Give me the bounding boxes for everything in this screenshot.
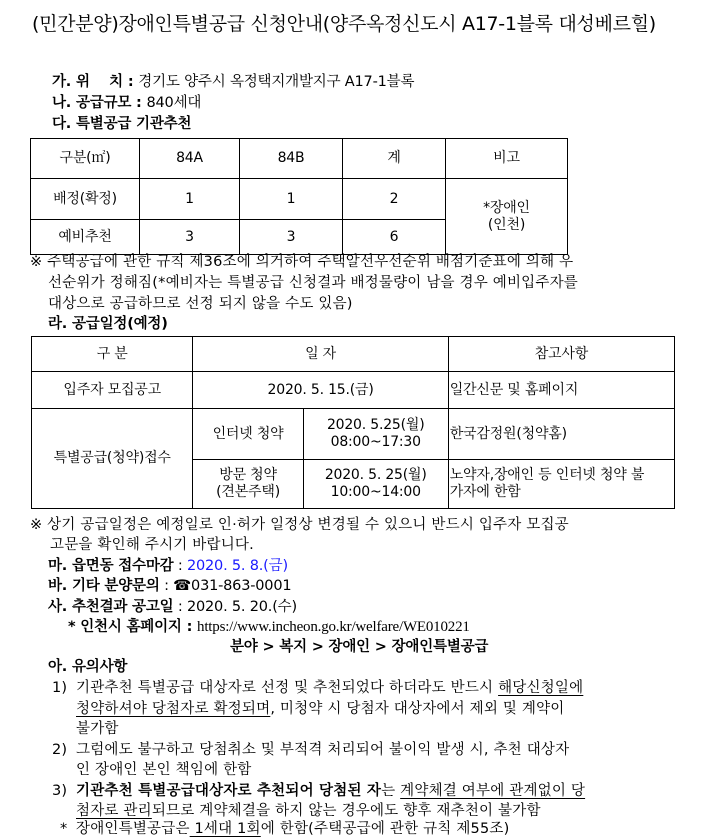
- quota-table: [30, 138, 568, 255]
- header-84b: 84B: [240, 139, 343, 179]
- cell-date: 2020. 5. 15.(금): [193, 372, 448, 409]
- table-row: [32, 409, 675, 460]
- note-text: 노약자,장애인 등 인터넷 청약 불: [449, 467, 645, 483]
- caution-2-line1: 그럼에도 불구하고 당첨취소 및 부적격 처리되어 불이익 발생 시, 추천 대상자: [76, 742, 570, 758]
- caution-underline: 해당신청일에: [498, 680, 584, 696]
- quota-header-row: [31, 139, 568, 179]
- cell-date: [303, 409, 448, 460]
- header-remark: 비고: [446, 139, 568, 179]
- table-row: [32, 372, 675, 409]
- result-date-line: [48, 597, 297, 617]
- caution-bold: 기관추천 특별공급대상자로 추천되어 당첨된 자: [76, 783, 382, 799]
- type-text: (견본주택): [216, 484, 280, 500]
- result-date-label: 사. 추천결과 공고일: [48, 599, 174, 615]
- page-title: (민간분양)장애인특별공급 신청안내(양주옥정신도시 A17-1블록 대성베르힐): [32, 13, 656, 35]
- cell-84b: 3: [240, 220, 343, 255]
- location-line: [52, 72, 414, 92]
- supply-scale-label: 나. 공급규모: [52, 95, 132, 111]
- phone-icon: ☎: [173, 578, 192, 594]
- cell-total: 6: [343, 220, 446, 255]
- row-label: 특별공급(청약)접수: [32, 409, 193, 509]
- header-category: 구분(㎡): [31, 139, 140, 179]
- caution-underline: 청약하셔야 당첨자로 확정되며: [76, 701, 271, 717]
- cell-type: 인터넷 청약: [193, 409, 303, 460]
- caution-1-line2: [76, 699, 565, 719]
- row-label: 입주자 모집공고: [32, 372, 193, 409]
- remark-line: (인천): [487, 216, 526, 233]
- caution-text: 기관추천 특별공급 대상자로 선정 및 추천되었다 하더라도 반드시: [76, 680, 499, 696]
- caution-text: 는: [381, 783, 401, 799]
- schedule-note-line: 고문을 확인해 주시기 바랍니다.: [50, 537, 254, 553]
- deadline-value: 2020. 5. 8.(금): [186, 558, 288, 574]
- header-date: 일 자: [193, 337, 448, 372]
- table-row: [31, 179, 568, 220]
- caution-text: 되므로 계약체결을 하지 않는 경우에도 향후 재추천이 불가함: [151, 803, 541, 819]
- deadline-label: 마. 읍면동 접수마감: [48, 558, 174, 574]
- section-ra-heading: 라. 공급일정(예정): [48, 316, 168, 332]
- note-text: 가자에 한함: [449, 484, 521, 500]
- quota-note-line: 선순위가 정해짐(*예비자는 특별공급 신청결과 배정물량이 남을 경우 예비입주자를: [48, 275, 579, 291]
- cell-84a: 1: [140, 179, 240, 220]
- quota-note-line: ※ 주택공급에 관한 규칙 제36조에 의거하여 주택알선우선순위 배점기준표에 의해 우: [30, 254, 574, 270]
- caution-underline: 1세대 1회: [189, 821, 261, 837]
- caution-3-line1: [76, 781, 585, 801]
- remark-line: *장애인: [483, 199, 530, 216]
- header-84a: 84A: [140, 139, 240, 179]
- caution-underline: 계약체결 여부에 관계없이 당: [400, 783, 586, 799]
- caution-3-line2: [76, 801, 541, 821]
- phone-number: 031-863-0001: [191, 578, 292, 594]
- row-label: 배정(확정): [31, 179, 140, 220]
- caution-4-line: [76, 819, 509, 839]
- caution-2-line2: 인 장애인 본인 책임에 한함: [76, 762, 252, 778]
- header-category: 구 분: [32, 337, 193, 372]
- caution-1-num: 1): [52, 680, 68, 696]
- result-date-value: 2020. 5. 20.(수): [186, 599, 297, 615]
- homepage-line: [68, 617, 470, 637]
- inquiry-label: 바. 기타 분양문의: [48, 578, 160, 594]
- time-text: 10:00~14:00: [330, 484, 421, 500]
- cell-type: [193, 460, 303, 509]
- separator: :: [173, 599, 187, 615]
- inquiry-line: [48, 576, 291, 596]
- schedule-table: [31, 336, 675, 509]
- caution-4-bullet: *: [60, 821, 68, 837]
- caution-text: 장애인특별공급은: [76, 821, 190, 837]
- caution-text: 에 한함(주택공급에 관한 규칙 제55조): [260, 821, 510, 837]
- caution-1-line3: 불가함: [76, 721, 119, 737]
- separator: :: [181, 619, 198, 635]
- homepage-label: * 인천시 홈페이지: [68, 619, 182, 635]
- caution-3-num: 3): [52, 783, 68, 799]
- time-text: 08:00~17:30: [330, 434, 421, 450]
- schedule-header-row: [32, 337, 675, 372]
- section-da-heading: 다. 특별공급 기관추천: [52, 116, 192, 132]
- homepage-menu-path: 분야 > 복지 > 장애인 > 장애인특별공급: [230, 639, 489, 655]
- location-label: 가. 위 치: [52, 74, 123, 90]
- date-text: 2020. 5.25(월): [326, 417, 425, 433]
- type-text: 방문 청약: [219, 467, 277, 483]
- supply-scale-value: 840세대: [146, 95, 202, 111]
- quota-note-line: 대상으로 공급하므로 선정 되지 않을 수도 있음): [48, 296, 353, 312]
- separator: :: [159, 578, 174, 594]
- deadline-line: [48, 556, 288, 576]
- cell-reference: [448, 460, 674, 509]
- caution-underline: 첨자로 관리: [76, 803, 152, 819]
- date-text: 2020. 5. 25(월): [324, 467, 427, 483]
- cell-total: 2: [343, 179, 446, 220]
- cell-reference: 일간신문 및 홈페이지: [448, 372, 674, 409]
- cell-date: [303, 460, 448, 509]
- row-label: 예비추천: [31, 220, 140, 255]
- cell-84b: 1: [240, 179, 343, 220]
- cell-reference: 한국감정원(청약홈): [448, 409, 674, 460]
- cell-84a: 3: [140, 220, 240, 255]
- caution-1-line1: [76, 678, 583, 698]
- separator: :: [173, 558, 187, 574]
- location-value: 경기도 양주시 옥정택지개발지구 A17-1블록: [138, 74, 415, 90]
- section-a-heading: 아. 유의사항: [48, 659, 128, 675]
- cell-remark: [446, 179, 568, 255]
- caution-text: , 미청약 시 당첨자 대상자에서 제외 및 계약이: [270, 701, 565, 717]
- schedule-note-line: ※ 상기 공급일정은 예정일로 인·허가 일정상 변경될 수 있으니 반드시 입주자 모집공: [30, 517, 569, 533]
- supply-scale-line: [52, 93, 201, 113]
- caution-2-num: 2): [52, 742, 68, 758]
- homepage-url-link[interactable]: https://www.incheon.go.kr/welfare/WE010221: [197, 619, 470, 635]
- header-total: 계: [343, 139, 446, 179]
- separator: :: [131, 95, 147, 111]
- separator: :: [122, 74, 139, 90]
- header-reference: 참고사항: [448, 337, 674, 372]
